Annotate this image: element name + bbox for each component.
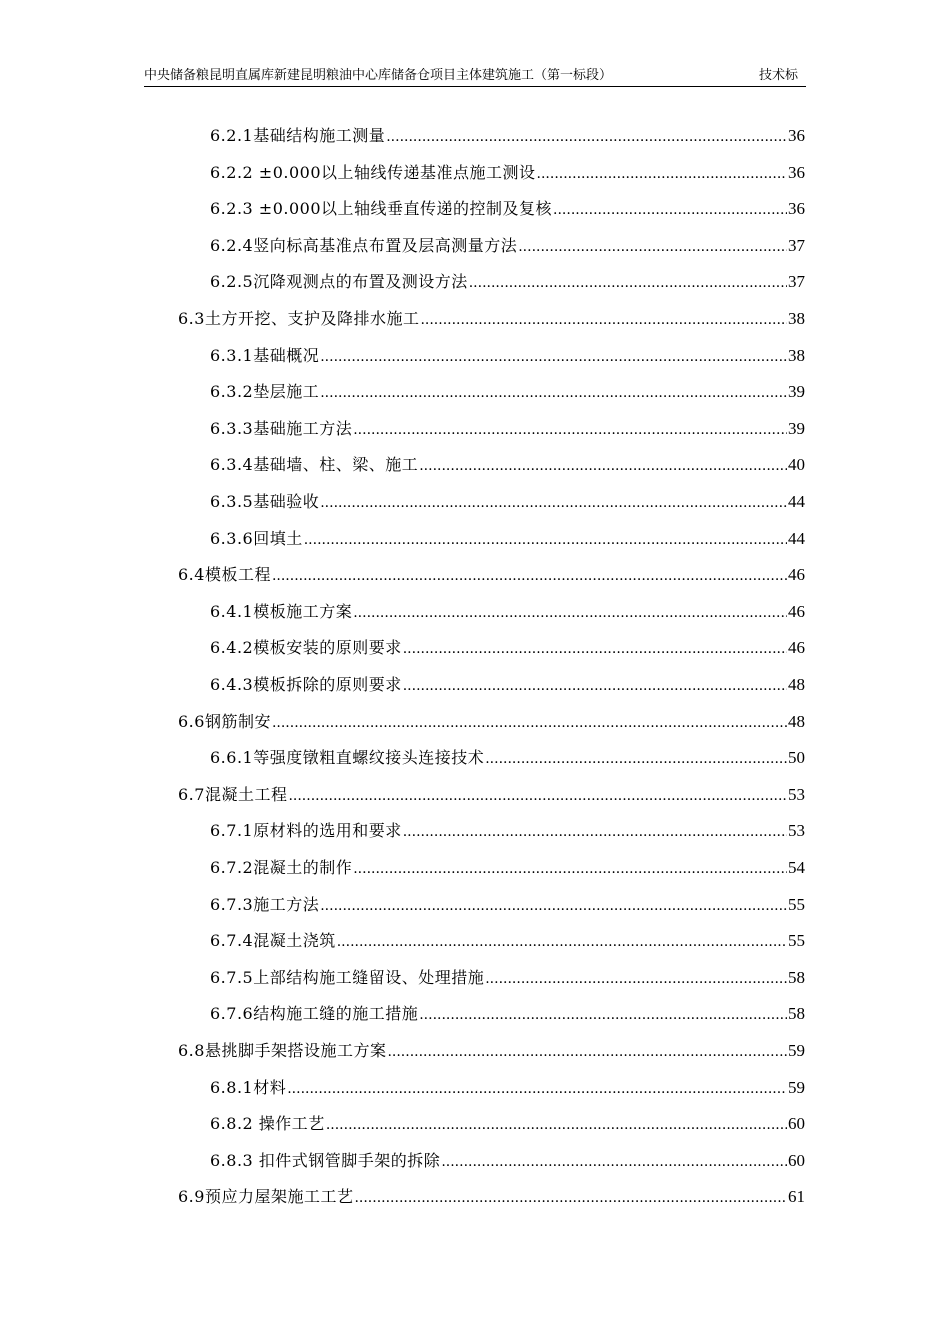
toc-leader-dots: [386, 122, 787, 152]
toc-entry-page-number: 60: [788, 1150, 805, 1170]
toc-entry-page-number: 60: [788, 1114, 805, 1134]
toc-entry[interactable]: [210, 231, 805, 261]
header-title: 中央储备粮昆明直属库新建昆明粮油中心库储备仓项目主体建筑施工（第一标段）: [144, 68, 613, 83]
toc-entry-page-number: 46: [788, 601, 805, 621]
toc-entry-page-number: 44: [788, 528, 805, 548]
toc-entry[interactable]: [210, 816, 805, 846]
toc-entry[interactable]: [210, 524, 805, 554]
toc-entry-title: 6.3.6回填土: [210, 528, 303, 548]
toc-entry-page-number: 58: [788, 967, 805, 987]
toc-entry-title: 6.6.1等强度镦粗直螺纹接头连接技术: [210, 748, 485, 768]
toc-entry[interactable]: [210, 963, 805, 993]
toc-leader-dots: [420, 305, 787, 335]
toc-entry-title: 6.8.3 扣件式钢管脚手架的拆除: [210, 1150, 441, 1170]
toc-entry-page-number: 38: [788, 309, 805, 328]
toc-entry[interactable]: [210, 670, 805, 700]
toc-leader-dots: [441, 1147, 787, 1177]
toc-entry[interactable]: [210, 853, 805, 883]
toc-leader-dots: [403, 671, 787, 701]
toc-entry-title: 6.3土方开挖、支护及降排水施工: [178, 309, 420, 328]
toc-entry-page-number: 61: [788, 1187, 805, 1207]
toc-leader-dots: [287, 1074, 787, 1104]
toc-entry-title: 6.8悬挑脚手架搭设施工方案: [178, 1041, 387, 1060]
toc-entry[interactable]: [178, 1036, 805, 1066]
toc-leader-dots: [403, 817, 787, 847]
toc-entry[interactable]: [210, 450, 805, 480]
toc-entry-title: 6.4.2模板安装的原则要求: [210, 638, 402, 658]
toc-entry-title: 6.3.2垫层施工: [210, 382, 320, 402]
toc-entry[interactable]: [178, 1182, 805, 1212]
toc-entry[interactable]: [210, 743, 805, 773]
toc-entry-title: 6.4.3模板拆除的原则要求: [210, 675, 402, 694]
page-header: [144, 66, 806, 87]
toc-entry-page-number: 44: [788, 492, 805, 511]
toc-entry[interactable]: [210, 487, 805, 517]
toc-entry[interactable]: [210, 1146, 805, 1176]
toc-entry-title: 6.7混凝土工程: [178, 784, 288, 804]
toc-leader-dots: [419, 1000, 787, 1030]
toc-leader-dots: [419, 451, 787, 481]
toc-entry-title: 6.4模板工程: [178, 565, 271, 585]
toc-entry-page-number: 53: [788, 784, 805, 804]
toc-leader-dots: [553, 195, 787, 225]
toc-leader-dots: [320, 342, 787, 372]
toc-leader-dots: [326, 1110, 787, 1140]
toc-entry-page-number: 37: [788, 235, 805, 255]
toc-leader-dots: [387, 1037, 787, 1067]
toc-entry[interactable]: [210, 1073, 805, 1103]
toc-entry-title: 6.2.1基础结构施工测量: [210, 126, 386, 145]
toc-entry[interactable]: [210, 999, 805, 1029]
toc-entry[interactable]: [210, 267, 805, 297]
toc-leader-dots: [272, 561, 787, 591]
toc-leader-dots: [354, 1183, 787, 1213]
toc-leader-dots: [320, 891, 787, 921]
toc-entry-title: 6.8.1材料: [210, 1077, 287, 1097]
toc-entry-title: 6.2.5沉降观测点的布置及测设方法: [210, 272, 468, 292]
toc-entry[interactable]: [178, 707, 805, 737]
toc-entry-title: 6.7.6结构施工缝的施工措施: [210, 1004, 419, 1024]
toc-entry-page-number: 59: [788, 1077, 805, 1097]
toc-entry-page-number: 46: [788, 565, 805, 585]
toc-leader-dots: [337, 927, 787, 957]
toc-entry-title: 6.9预应力屋架施工工艺: [178, 1187, 354, 1207]
toc-entry[interactable]: [178, 560, 805, 590]
toc-entry[interactable]: [210, 194, 805, 224]
toc-entry-title: 6.4.1模板施工方案: [210, 601, 353, 621]
toc-entry-title: 6.7.3施工方法: [210, 894, 320, 914]
toc-leader-dots: [353, 598, 787, 628]
toc-leader-dots: [537, 159, 787, 189]
toc-entry-title: 6.7.2混凝土的制作: [210, 858, 353, 877]
toc-entry-title: 6.7.4混凝土浇筑: [210, 931, 336, 951]
toc-entry-title: 6.2.4竖向标高基准点布置及层高测量方法: [210, 235, 518, 255]
toc-entry-page-number: 53: [788, 821, 805, 841]
toc-entry[interactable]: [210, 121, 805, 151]
toc-entry[interactable]: [210, 926, 805, 956]
toc-entry[interactable]: [210, 890, 805, 920]
toc-entry-page-number: 46: [788, 638, 805, 658]
toc-entry-title: 6.2.3 ±0.000以上轴线垂直传递的控制及复核: [210, 199, 553, 219]
toc-entry-title: 6.2.2 ±0.000以上轴线传递基准点施工测设: [210, 162, 536, 182]
toc-entry[interactable]: [210, 1109, 805, 1139]
toc-entry[interactable]: [210, 377, 805, 407]
toc-leader-dots: [304, 525, 787, 555]
toc-leader-dots: [485, 744, 787, 774]
toc-leader-dots: [353, 415, 787, 445]
toc-entry-page-number: 54: [788, 858, 805, 877]
toc-entry-page-number: 48: [788, 711, 805, 731]
toc-entry-page-number: 36: [788, 126, 805, 145]
toc-entry-title: 6.3.3基础施工方法: [210, 418, 353, 438]
toc-entry[interactable]: [210, 341, 805, 371]
toc-entry-title: 6.3.5基础验收: [210, 492, 320, 511]
toc-entry-page-number: 55: [788, 894, 805, 914]
header-doc-type: 技术标: [758, 68, 798, 83]
toc-entry-page-number: 50: [788, 748, 805, 768]
toc-entry-page-number: 55: [788, 931, 805, 951]
toc-entry[interactable]: [210, 633, 805, 663]
toc-entry-title: 6.7.1原材料的选用和要求: [210, 821, 402, 841]
toc-entry-page-number: 59: [788, 1041, 805, 1060]
toc-entry-page-number: 38: [788, 345, 805, 365]
toc-entry[interactable]: [178, 780, 805, 810]
toc-leader-dots: [320, 488, 787, 518]
toc-entry[interactable]: [210, 597, 805, 627]
toc-entry-page-number: 58: [788, 1004, 805, 1024]
toc-entry-page-number: 37: [788, 272, 805, 292]
toc-entry-page-number: 36: [788, 162, 805, 182]
toc-leader-dots: [403, 634, 787, 664]
toc-entry-title: 6.7.5上部结构施工缝留设、处理措施: [210, 967, 485, 987]
toc-leader-dots: [469, 268, 787, 298]
toc-entry-title: 6.3.1基础概况: [210, 345, 320, 365]
toc-entry[interactable]: [210, 158, 805, 188]
toc-leader-dots: [272, 708, 787, 738]
toc-entry-title: 6.3.4基础墙、柱、梁、施工: [210, 455, 419, 475]
toc-entry-title: 6.8.2 操作工艺: [210, 1114, 325, 1134]
toc-leader-dots: [288, 781, 787, 811]
toc-entry-page-number: 39: [788, 418, 805, 438]
toc-entry-page-number: 48: [788, 675, 805, 694]
toc-entry[interactable]: [210, 414, 805, 444]
toc-leader-dots: [320, 378, 787, 408]
toc-entry-title: 6.6钢筋制安: [178, 711, 271, 731]
toc-entry-page-number: 39: [788, 382, 805, 402]
toc-leader-dots: [485, 964, 787, 994]
toc-leader-dots: [518, 232, 787, 262]
toc-leader-dots: [353, 854, 787, 884]
toc-entry-page-number: 40: [788, 455, 805, 475]
toc-entry-page-number: 36: [788, 199, 805, 219]
toc-entry[interactable]: [178, 304, 805, 334]
